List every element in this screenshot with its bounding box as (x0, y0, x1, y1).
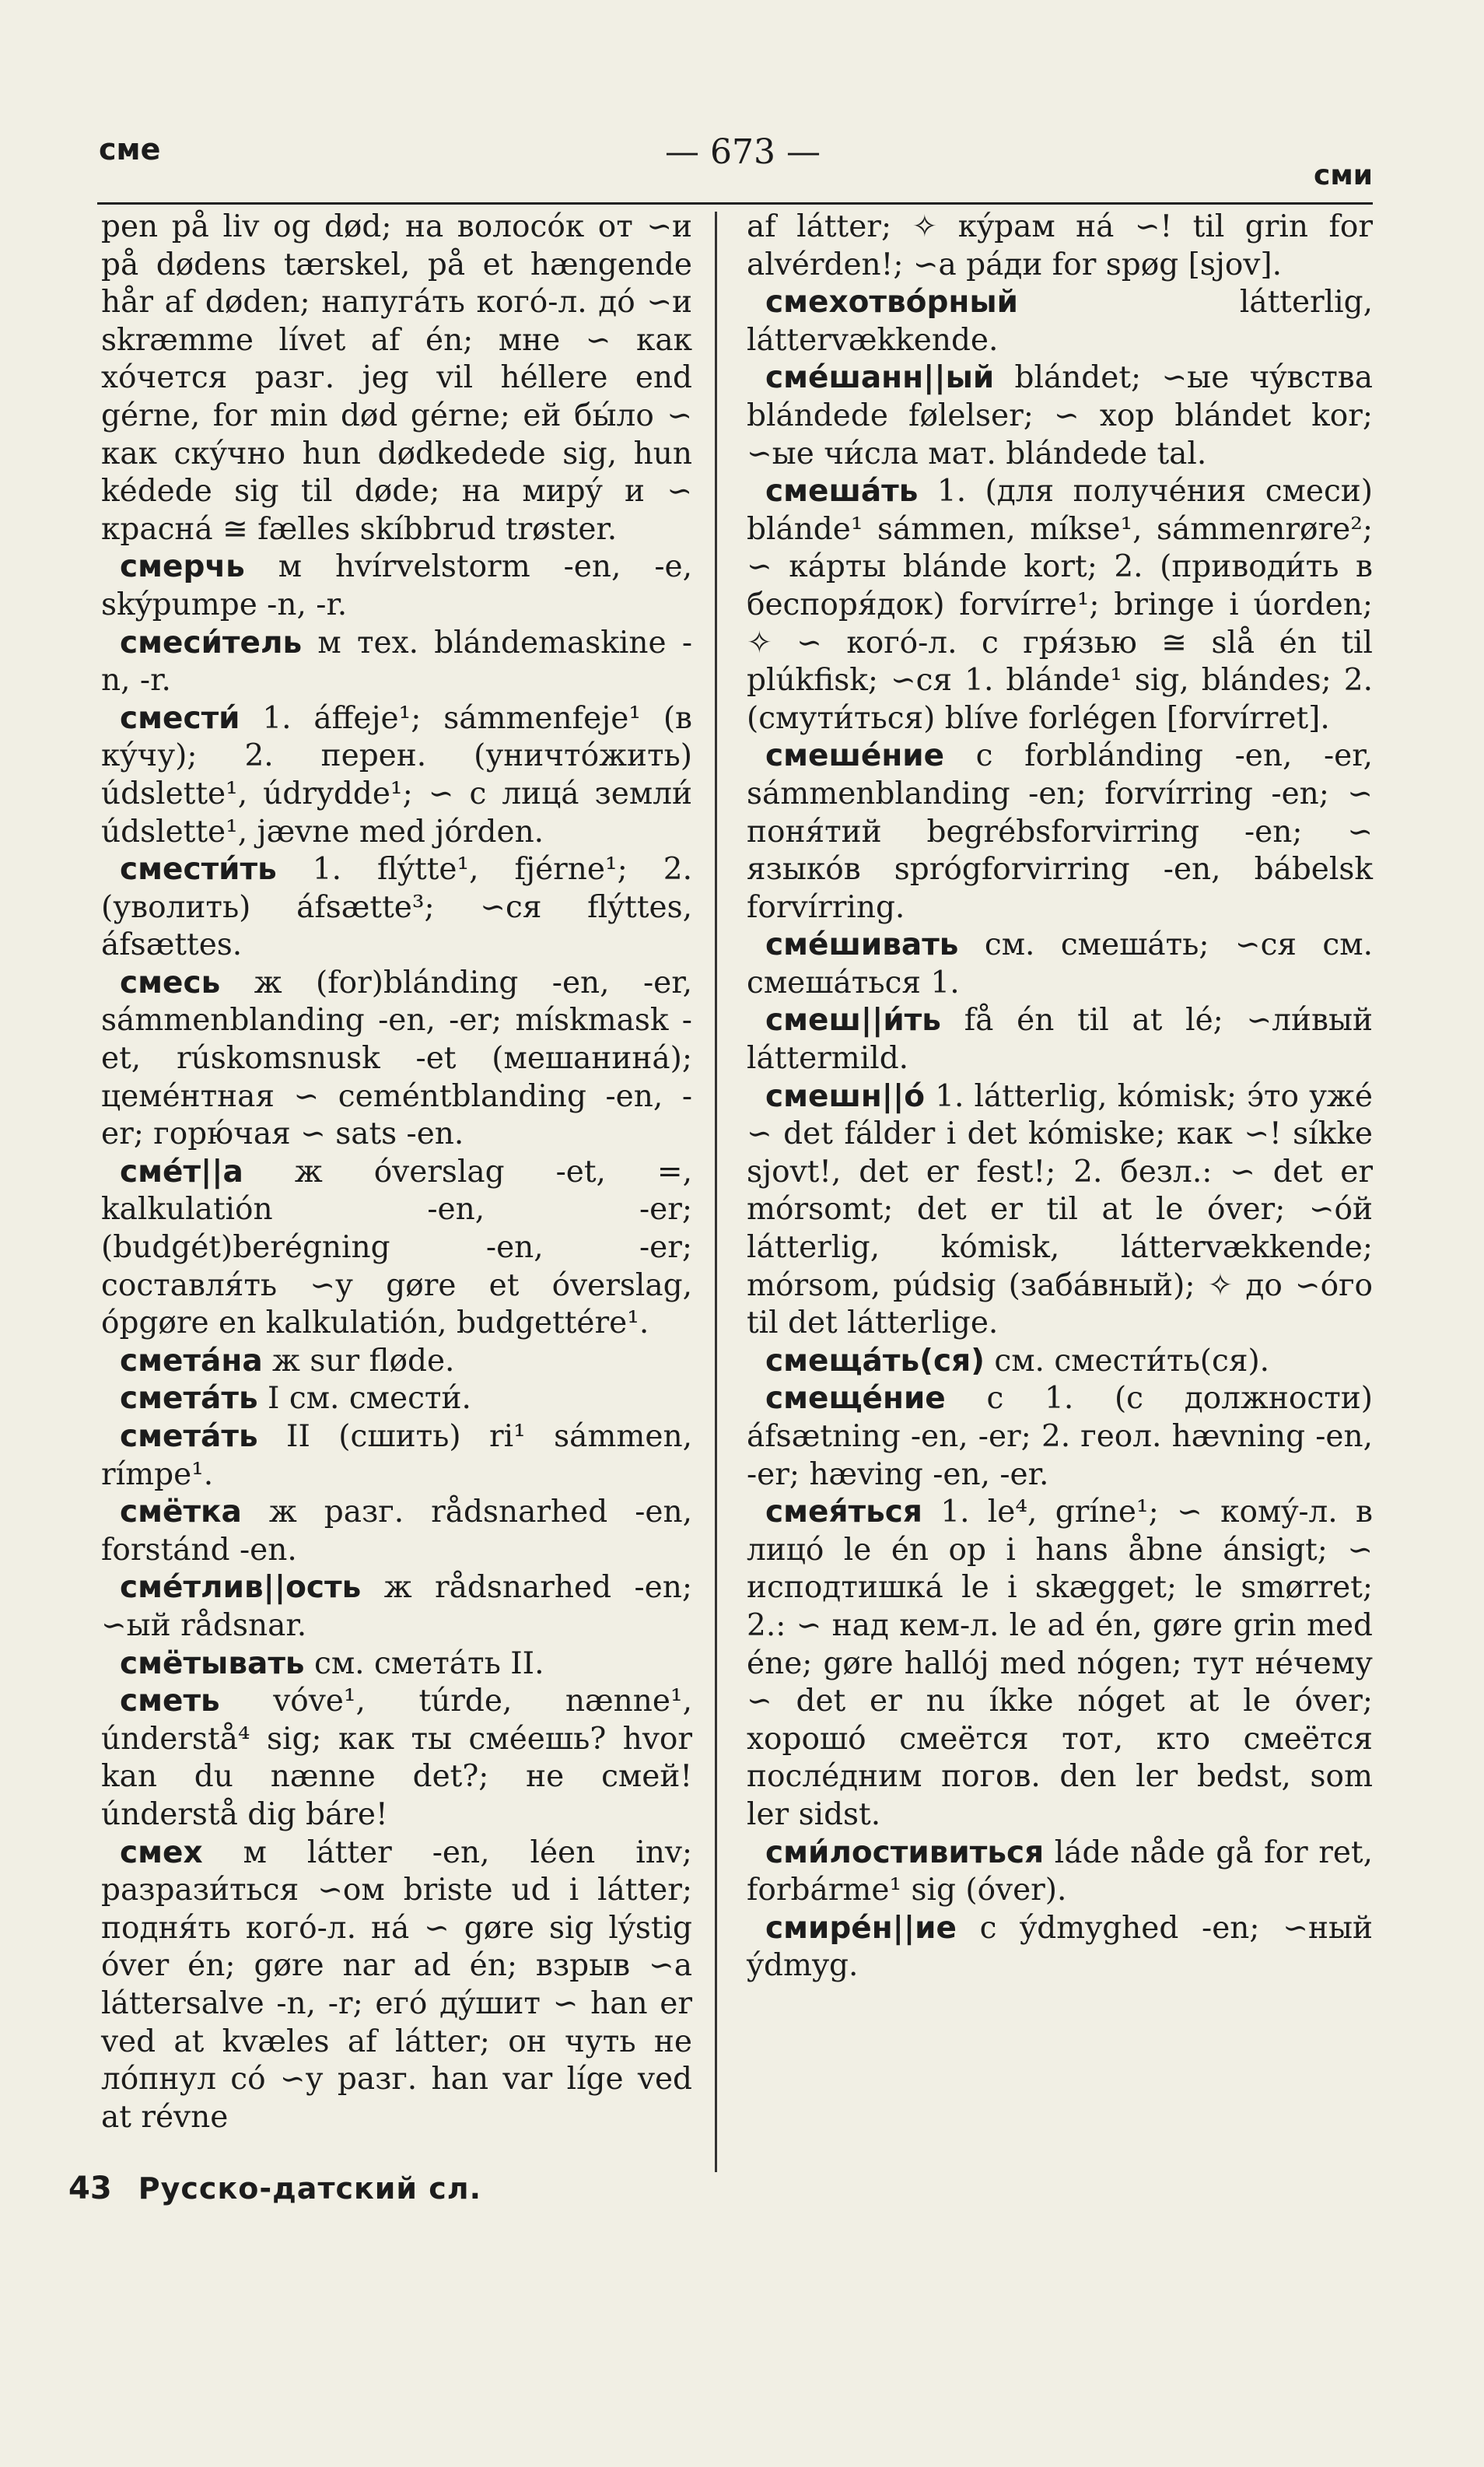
column-divider (715, 212, 717, 2172)
entry-definition: см. смешáть; ∽ся см. смешáться 1. (747, 927, 1373, 1000)
entry-headword: смех (120, 1834, 203, 1870)
dictionary-entry (101, 1154, 692, 1343)
entry-headword: смётывать (120, 1645, 305, 1681)
dictionary-entry (101, 1494, 692, 1569)
entry-headword: смётка (120, 1495, 242, 1530)
dictionary-entry (101, 851, 692, 965)
dictionary-entry (101, 965, 692, 1154)
entry-definition: ж óverslag -et, =, kalkulatión -en, -er; (budgét)berégning -en, -er; составля́ть ∽у gøre et óverslag, ópgøre en kalkulatión, budgettére¹. (101, 1154, 692, 1341)
dictionary-entry (101, 700, 692, 851)
dictionary-entry (747, 284, 1373, 359)
entry-headword: смéшанн||ый (765, 360, 995, 396)
dictionary-entry (101, 1418, 692, 1494)
entry-headword: смирéн||ие (765, 1910, 957, 1946)
entry-definition: 1. látterlig, kómisk; э́то ужé ∽ det fálder i det kómiske; как ∽! síkke sjovt!, det er fest!; 2. безл.: ∽ det er mórsomt; det er til at le óver; ∽óй látterlig, kómisk, láttervækkende; mórsom, púdsig (забáвный); ✧ до ∽óго til det látterlige. (747, 1078, 1373, 1341)
entry-headword: смести́ть (120, 852, 277, 888)
running-head-left: сме (99, 132, 161, 166)
entry-headword: смéшивать (765, 927, 959, 963)
entry-definition: м látter -en, léen inv; разрази́ться ∽ом briste ud i látter; подня́ть когó-л. нá ∽ gøre sig lýstig óver én; gøre nar ad én; взрыв ∽а láttersalve -n, -r; егó дýшит ∽ han er ved at kvæles af látter; он чуть не лóпнул сó ∽у разг. han var líge ved at révne (101, 1834, 692, 2135)
entry-definition: få én til at lé; ∽ли́вый láttermild. (747, 1003, 1373, 1077)
dictionary-entry (747, 1078, 1373, 1343)
dictionary-entry (747, 1910, 1373, 1985)
entry-headword: смешн||ó (765, 1078, 926, 1114)
entry-definition: с ýdmyghed -en; ∽ный ýdmyg. (747, 1910, 1373, 1984)
dictionary-entry (747, 927, 1373, 1002)
entry-headword: смеси́тель (120, 625, 303, 661)
page-number: — 673 — (665, 132, 821, 172)
dictionary-entry (101, 1380, 692, 1418)
entry-headword: сми́лостивиться (765, 1834, 1045, 1870)
dictionary-entry (747, 1834, 1373, 1910)
entry-definition: I см. смести́. (268, 1381, 471, 1417)
dictionary-entry (101, 548, 692, 624)
dictionary-entry (747, 359, 1373, 473)
entry-definition: látterlig, láttervækkende. (747, 285, 1373, 358)
entry-headword: смеш||и́ть (765, 1003, 941, 1039)
entry-headword: смéтлив||ость (120, 1570, 362, 1606)
dictionary-entry (747, 1343, 1373, 1381)
dictionary-title: Русско-датский сл. (138, 2171, 482, 2206)
entry-definition: af látter; ✧ кýрам нá ∽! til grin for alvérden!; ∽а рáди for spøg [sjov]. (747, 209, 1373, 282)
entry-definition: см. сметáть II. (314, 1645, 544, 1681)
dictionary-entry (101, 1569, 692, 1645)
entry-headword: смешáть (765, 474, 919, 510)
entry-definition: 1. (для получéния смеси) blánde¹ sámmen, míkse¹, sámmenrøre²; ∽ кáрты blánde kort; 2. (приводи́ть в беспоря́док) forvírre¹; bringe i úorden; ✧ ∽ когó-л. с гря́зью ≅ slå én til plúkfisk; ∽ся 1. blánde¹ sig, blándes; 2. (смути́ться) blíve forlégen [forvírret]. (747, 474, 1374, 736)
dictionary-entry (747, 209, 1373, 284)
dictionary-entry (101, 1834, 692, 2137)
entry-definition: м тех. blándemaskine -n, -r. (101, 625, 692, 699)
dictionary-entry (101, 1645, 692, 1684)
left-column (101, 209, 692, 2136)
dictionary-entry (101, 209, 692, 548)
entry-headword: смешéние (765, 738, 945, 774)
dictionary-entry (747, 473, 1373, 738)
page-footer (68, 2171, 691, 2206)
entry-definition: pen på liv og død; на волосóк от ∽и på dødens tærskel, på et hængende hår af døden; напугáть когó-л. дó ∽и skræmme lívet af én; мне ∽ как хóчется разг. jeg vil héllere end gérne, for min død gérne; ей бы́ло ∽ как скýчно hun dødkedede sig, hun kédede sig til døde; на мирý и ∽ краснá ≅ fælles skíbbrud trøster. (101, 209, 692, 547)
entry-definition: с forblánding -en, -er, sámmenblanding -en; forvírring -en; ∽ поня́тий begrébsforvirring -en; ∽ языкóв sprógforvirring -en, bábelsk forvírring. (747, 738, 1373, 925)
dictionary-entry (747, 738, 1373, 927)
entry-headword: смещáть(ся) (765, 1343, 985, 1379)
entry-definition: blándet; ∽ые чýвства blándede følelser; ∽ хор blándet kor; ∽ые чи́сла мат. blándede tal. (747, 360, 1373, 471)
right-column (747, 209, 1373, 1985)
entry-headword: смея́ться (765, 1495, 922, 1530)
entry-definition: ж sur fløde. (272, 1343, 455, 1379)
entry-definition: см. смести́ть(ся). (994, 1343, 1270, 1379)
header-rule (97, 202, 1373, 205)
entry-definition: 1. flýtte¹, fjérne¹; 2. (уволить) áfsætte³; ∽ся flýttes, áfsættes. (101, 852, 692, 963)
entry-headword: сметáна (120, 1343, 263, 1379)
entry-definition: ж rådsnarhed -en; ∽ый rådsnar. (101, 1570, 692, 1643)
entry-definition: 1. le⁴, gríne¹; ∽ комý-л. в лицó le én op i hans åbne ánsigt; ∽ исподтишкá le i skægget; le smørret; 2.: ∽ над кем-л. le ad én, gøre grin med éne; gøre hallój med nógen; тут нéчему ∽ det er nu íkke nóget at le óver; хорошó смеётся тот, кто смеётся послéдним погов. den ler bedst, som ler sidst. (747, 1495, 1373, 1832)
entry-definition: м hvírvelstorm -en, -e, skýpumpe -n, -r. (101, 549, 692, 622)
entry-definition: vóve¹, túrde, nænne¹, únderstå⁴ sig; как ты смéешь? hvor kan du nænne det?; не смей! únderstå dig báre! (101, 1684, 692, 1832)
entry-headword: сметáть (120, 1419, 258, 1454)
signature-number: 43 (68, 2171, 112, 2206)
running-head-right: сми (1314, 159, 1373, 191)
entry-headword: смехотвóрный (765, 285, 1018, 321)
entry-headword: смéт||а (120, 1154, 243, 1190)
dictionary-entry (101, 1343, 692, 1381)
dictionary-entry (747, 1002, 1373, 1078)
dictionary-entry (101, 1683, 692, 1834)
entry-definition: ж разг. rådsnarhed -en, forstánd -en. (101, 1495, 692, 1568)
entry-definition: láde nåde gå for ret, forbárme¹ sig (óver). (747, 1834, 1373, 1908)
entry-headword: сметь (120, 1684, 220, 1719)
dictionary-entry (101, 625, 692, 700)
entry-definition: ж (for)blánding -en, -er, sámmenblanding -en, -er; mískmask -et, rúskomsnusk -et (мешанинá); цемéнтная ∽ ceméntblanding -en, -er; горю́чая ∽ sats -en. (101, 965, 692, 1152)
entry-headword: смести́ (120, 700, 240, 736)
dictionary-entry (747, 1380, 1373, 1494)
entry-definition: II (сшить) ri¹ sámmen, rímpe¹. (101, 1419, 692, 1492)
dictionary-entry (747, 1494, 1373, 1834)
page-header (97, 117, 1373, 210)
entry-headword: сметáть (120, 1381, 258, 1417)
entry-headword: смещéние (765, 1381, 946, 1417)
entry-headword: смесь (120, 965, 221, 1000)
entry-headword: смерчь (120, 549, 245, 585)
entry-definition: с 1. (с должности) áfsætning -en, -er; 2. геол. hævning -en, -er; hæving -en, -er. (747, 1381, 1373, 1492)
entry-definition: 1. áffeje¹; sámmenfeje¹ (в кýчу); 2. перен. (уничтóжить) údslette¹, údrydde¹; ∽ с лицá земли́ údslette¹, jævne med jórden. (101, 700, 692, 850)
